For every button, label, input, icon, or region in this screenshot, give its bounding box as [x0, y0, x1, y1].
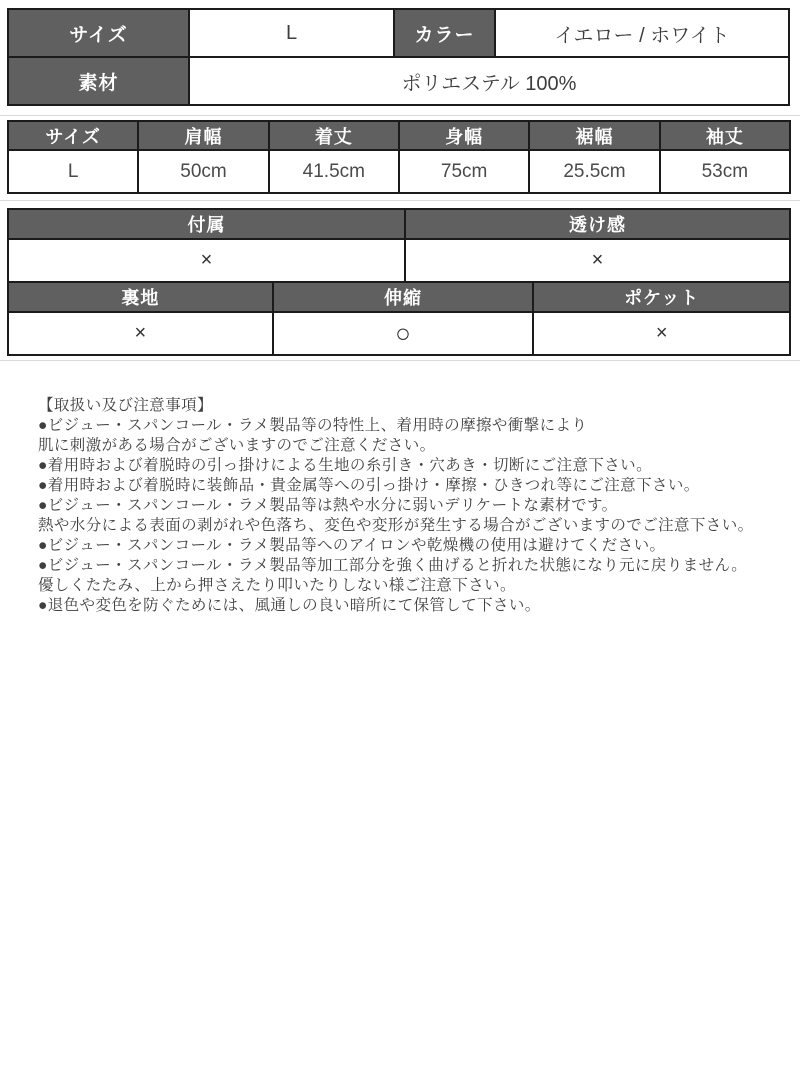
- section-divider: [0, 115, 800, 116]
- feature-value-row-bottom: [8, 312, 790, 355]
- col-header-size: サイズ: [8, 121, 138, 150]
- spec-table: [7, 8, 790, 106]
- stretch-label: 伸縮: [273, 282, 534, 312]
- material-value: ポリエステル 100%: [189, 57, 789, 105]
- length-cell: 41.5cm: [269, 150, 399, 193]
- lining-label: 裏地: [8, 282, 273, 312]
- section-divider: [0, 200, 800, 201]
- spec-row-size-color: [8, 9, 789, 57]
- care-note-line: 肌に刺激がある場合がございますのでご注意ください。: [38, 437, 436, 454]
- measurement-value-row: [8, 150, 790, 193]
- feature-header-row-bottom: [8, 282, 790, 312]
- size-cell: L: [8, 150, 138, 193]
- care-note-line: ●ビジュー・スパンコール・ラメ製品等加工部分を強く曲げると折れた状態になり元に戻りません。: [38, 557, 748, 574]
- care-note-line: ●着用時および着脱時に装飾品・貴金属等への引っ掛け・摩擦・ひきつれ等にご注意下さい。: [38, 477, 700, 494]
- spec-row-material: [8, 57, 789, 105]
- sheerness-value: ×: [405, 239, 790, 282]
- care-note-line: ●退色や変色を防ぐためには、風通しの良い暗所にて保管して下さい。: [38, 597, 541, 614]
- feature-value-row-top: [8, 239, 790, 282]
- stretch-value: ○: [273, 312, 534, 355]
- shoulder-cell: 50cm: [138, 150, 268, 193]
- care-note-line: ●着用時および着脱時の引っ掛けによる生地の糸引き・穴あき・切断にご注意下さい。: [38, 457, 652, 474]
- care-notes-title: 【取扱い及び注意事項】: [38, 397, 213, 414]
- color-value: イエロー / ホワイト: [495, 9, 789, 57]
- care-note-line: 優しくたたみ、上から押さえたり叩いたりしない様ご注意下さい。: [38, 577, 516, 594]
- feature-header-row-top: [8, 209, 790, 239]
- care-notes: [38, 396, 786, 616]
- col-header-shoulder: 肩幅: [138, 121, 268, 150]
- pocket-label: ポケット: [533, 282, 790, 312]
- width-cell: 75cm: [399, 150, 529, 193]
- size-label: サイズ: [8, 9, 189, 57]
- size-value: L: [189, 9, 394, 57]
- color-label: カラー: [394, 9, 495, 57]
- sleeve-cell: 53cm: [660, 150, 790, 193]
- col-header-hem: 裾幅: [529, 121, 659, 150]
- measurement-header-row: [8, 121, 790, 150]
- accessory-label: 付属: [8, 209, 405, 239]
- measurement-table: [7, 120, 791, 194]
- pocket-value: ×: [533, 312, 790, 355]
- sheerness-label: 透け感: [405, 209, 790, 239]
- accessory-value: ×: [8, 239, 405, 282]
- col-header-width: 身幅: [399, 121, 529, 150]
- material-label: 素材: [8, 57, 189, 105]
- col-header-sleeve: 袖丈: [660, 121, 790, 150]
- care-note-line: 熱や水分による表面の剥がれや色落ち、変色や変形が発生する場合がございますのでご注意下さい。: [38, 517, 754, 534]
- care-note-line: ●ビジュー・スパンコール・ラメ製品等へのアイロンや乾燥機の使用は避けてください。: [38, 537, 666, 554]
- hem-cell: 25.5cm: [529, 150, 659, 193]
- col-header-length: 着丈: [269, 121, 399, 150]
- care-note-line: ●ビジュー・スパンコール・ラメ製品等の特性上、着用時の摩擦や衝撃により: [38, 417, 588, 434]
- section-divider: [0, 360, 800, 361]
- care-note-line: ●ビジュー・スパンコール・ラメ製品等は熱や水分に弱いデリケートな素材です。: [38, 497, 618, 514]
- feature-table: [7, 208, 791, 356]
- lining-value: ×: [8, 312, 273, 355]
